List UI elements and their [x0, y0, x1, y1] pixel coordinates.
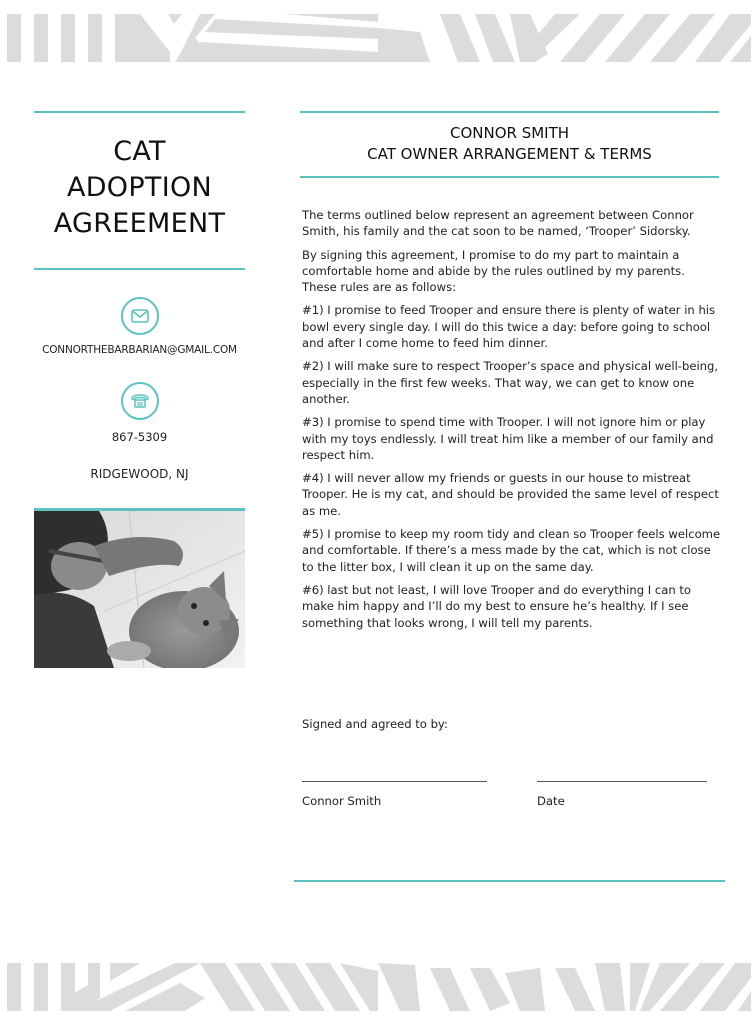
agreement-heading: [300, 123, 719, 165]
envelope-icon: [121, 297, 159, 335]
rule-item: #6) last but not least, I will love Trooper and do everything I can to make him happy and I’ll do my best to ensure he’s healthy. If I see something that looks wrong, I will tell my parents.: [302, 582, 692, 630]
title-line: AGREEMENT: [53, 208, 226, 239]
main-top-rule: [300, 111, 719, 113]
signature-name-line[interactable]: [302, 781, 487, 782]
sidebar-top-rule: [34, 111, 245, 113]
contact-phone: 867-5309: [111, 430, 168, 444]
main-heading-rule: [300, 176, 719, 178]
agreement-body: [302, 207, 722, 638]
telephone-icon: [121, 382, 159, 420]
title-line: ADOPTION: [66, 172, 213, 203]
contact-location: RIDGEWOOD, NJ: [90, 467, 189, 481]
rule-item: #1) I promise to feed Trooper and ensure there is plenty of water in his bowl every single day. I will do this twice a day: before going to school and after I come home to feed him dinner.: [302, 303, 716, 351]
rule-item: #3) I promise to spend time with Trooper. I will not ignore him or play with my toys endlessly. I will treat him like a member of our family and respect him.: [302, 415, 714, 462]
rule-item: #2) I will make sure to respect Trooper’s space and physical well-being, especially in the first few weeks. That way, we can get to know one another.: [302, 359, 719, 406]
top-decorative-band: [0, 14, 756, 62]
boy-with-cat-photo: [34, 511, 245, 668]
heading-subtitle: CAT OWNER ARRANGEMENT & TERMS: [367, 145, 652, 163]
contact-email[interactable]: CONNORTHEBARBARIAN@GMAIL.COM: [42, 344, 237, 356]
heading-name: CONNOR SMITH: [449, 124, 570, 142]
signature-name-label: Connor Smith: [302, 794, 382, 808]
signature-date-label: Date: [537, 794, 565, 808]
document-title: [34, 134, 245, 242]
pledge-paragraph: By signing this agreement, I promise to do my part to maintain a comfortable home and abide by the rules outlined by my parents. These rules are as follows:: [302, 247, 685, 295]
rule-item: #4) I will never allow my friends or guests in our house to mistreat Trooper. He is my cat, and should be provided the same level of respect as me.: [302, 471, 719, 518]
rule-item: #5) I promise to keep my room tidy and clean so Trooper feels welcome and comfortable. If there’s a mess made by the cat, which is not close to the litter box, I will clean it up on the same day.: [302, 527, 721, 574]
bottom-decorative-band: [0, 963, 756, 1011]
sidebar-title-rule: [34, 268, 245, 270]
title-line: CAT: [113, 136, 166, 167]
intro-paragraph: The terms outlined below represent an agreement between Connor Smith, his family and the cat soon to be named, ‘Trooper’ Sidorsky.: [302, 208, 694, 239]
signature-date-line[interactable]: [537, 781, 707, 782]
signature-intro: Signed and agreed to by:: [302, 717, 448, 731]
main-bottom-rule: [294, 880, 725, 882]
